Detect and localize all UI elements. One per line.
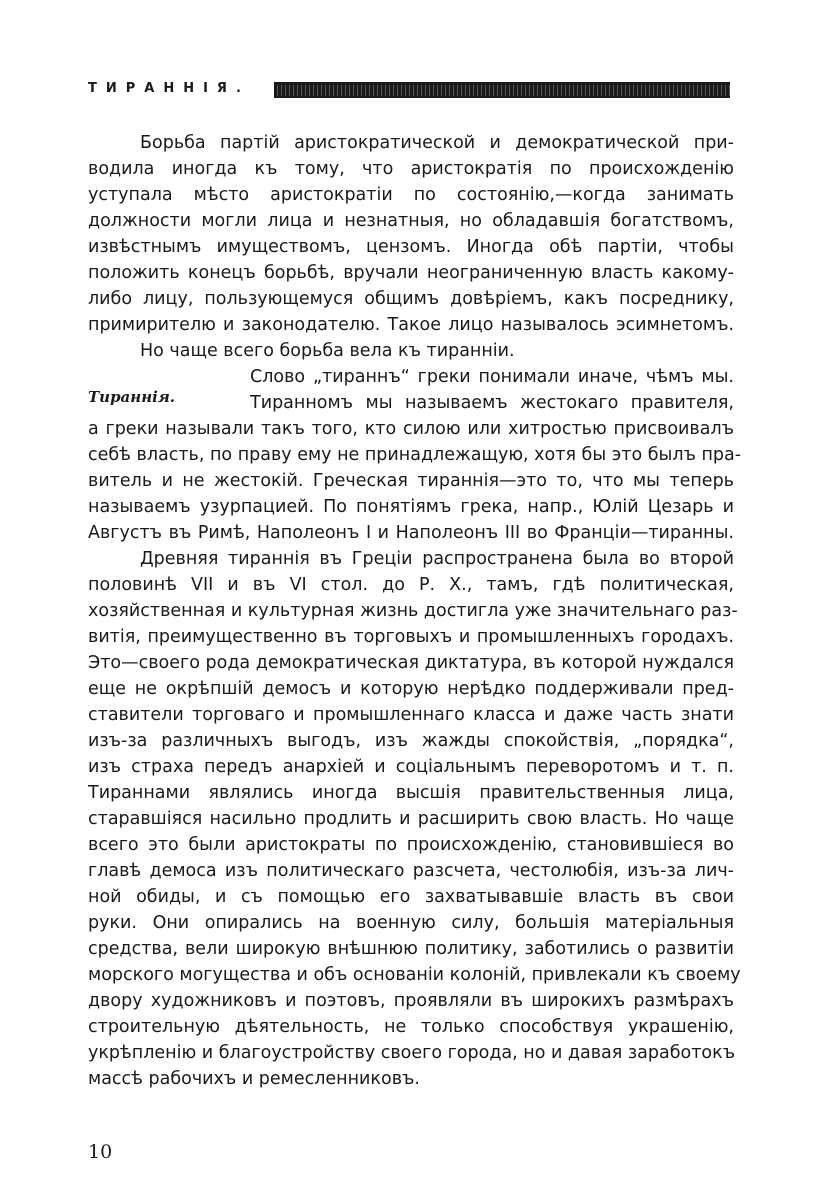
text-line: себѣ власть, по праву ему не принадлежащую, хотя бы это былъ пра- xyxy=(88,445,742,465)
text-line: ной обиды, и съ помощью его захватывавшіе власть въ свои xyxy=(88,887,734,907)
text-line: Древняя тираннія въ Греціи распространена была во второй xyxy=(140,549,734,569)
margin-note: Тираннія. xyxy=(88,388,176,406)
text-line: изъ-за различныхъ выгодъ, изъ жажды спокойствія, „порядка“, xyxy=(88,731,734,751)
text-line: уступала мѣсто аристократіи по состоянію,—когда занимать xyxy=(88,185,734,205)
text-line: изъ страха передъ анархіей и соціальнымъ переворотомъ и т. п. xyxy=(88,757,734,777)
text-line: Августъ въ Римѣ, Наполеонъ I и Наполеонъ III во Франціи—тиранны. xyxy=(88,523,734,543)
text-line: положить конецъ борьбѣ, вручали неограниченную власть какому- xyxy=(88,263,734,283)
text-line: витія, преимущественно въ торговыхъ и промышленныхъ городахъ. xyxy=(88,627,734,647)
page-number: 10 xyxy=(88,1141,113,1163)
text-line: Борьба партій аристократической и демократической при- xyxy=(140,133,734,153)
text-line: должности могли лица и незнатныя, но обладавшія богатствомъ, xyxy=(88,211,734,231)
text-line: хозяйственная и культурная жизнь достигла уже значительнаго раз- xyxy=(88,601,738,621)
text-line: морского могущества и объ основаніи колоній, привлекали къ своему xyxy=(88,965,741,985)
text-line: двору художниковъ и поэтовъ, проявляли въ широкихъ размѣрахъ xyxy=(88,991,734,1011)
text-line: примирителю и законодателю. Такое лицо называлось эсимнетомъ. xyxy=(88,315,734,335)
text-line: либо лицу, пользующемуся общимъ довѣріемъ, какъ посреднику, xyxy=(88,289,734,309)
text-line: а греки называли такъ того, кто силою или хитростью присвоивалъ xyxy=(88,419,734,439)
text-line: главѣ демоса изъ политическаго разсчета, честолюбія, изъ-за лич- xyxy=(88,861,734,881)
text-line: Слово „тираннъ“ греки понимали иначе, чѣмъ мы. xyxy=(250,367,734,387)
text-line: старавшіяся насильно продлить и расширить свою власть. Но чаще xyxy=(88,809,734,829)
text-line: Но чаще всего борьба вела къ тираннiи. xyxy=(140,341,515,361)
running-header-title: ТИРАННІЯ. xyxy=(88,81,250,96)
running-header xyxy=(88,79,732,103)
text-line: руки. Они опирались на военную силу, большія матеріальныя xyxy=(88,913,734,933)
text-line: называемъ узурпацией. По понятіямъ грека, напр., Юлій Цезарь и xyxy=(88,497,734,517)
text-line: половинѣ VII и въ VI стол. до Р. Х., тамъ, гдѣ политическая, xyxy=(88,575,734,595)
text-line: водила иногда къ тому, что аристократія по происхожденію xyxy=(88,159,734,179)
text-line: ставители торговаго и промышленнаго класса и даже часть знати xyxy=(88,705,734,725)
text-line: Тиранномъ мы называемъ жестокаго правителя, xyxy=(250,393,734,413)
text-line: всего это были аристократы по происхожденію, становившіеся во xyxy=(88,835,734,855)
text-line: укрѣпленію и благоустройству своего города, но и давая заработокъ xyxy=(88,1043,736,1063)
text-line: Тираннами являлись иногда высшія правительственныя лица, xyxy=(88,783,734,803)
text-line: средства, вели широкую внѣшнюю политику, заботились о развитіи xyxy=(88,939,734,959)
text-line: строительную дѣятельность, не только способствуя украшенію, xyxy=(88,1017,734,1037)
text-line: извѣстнымъ имуществомъ, цензомъ. Иногда обѣ партіи, чтобы xyxy=(88,237,734,257)
header-rule xyxy=(274,82,730,98)
text-line: Это—своего рода демократическая диктатура, въ которой нуждался xyxy=(88,653,734,673)
text-line: еще не окрѣпшій демосъ и которую нерѣдко поддерживали пред- xyxy=(88,679,734,699)
text-line: массѣ рабочихъ и ремесленниковъ. xyxy=(88,1069,420,1089)
text-line: витель и не жестокій. Греческая тираннія—это то, что мы теперь xyxy=(88,471,734,491)
